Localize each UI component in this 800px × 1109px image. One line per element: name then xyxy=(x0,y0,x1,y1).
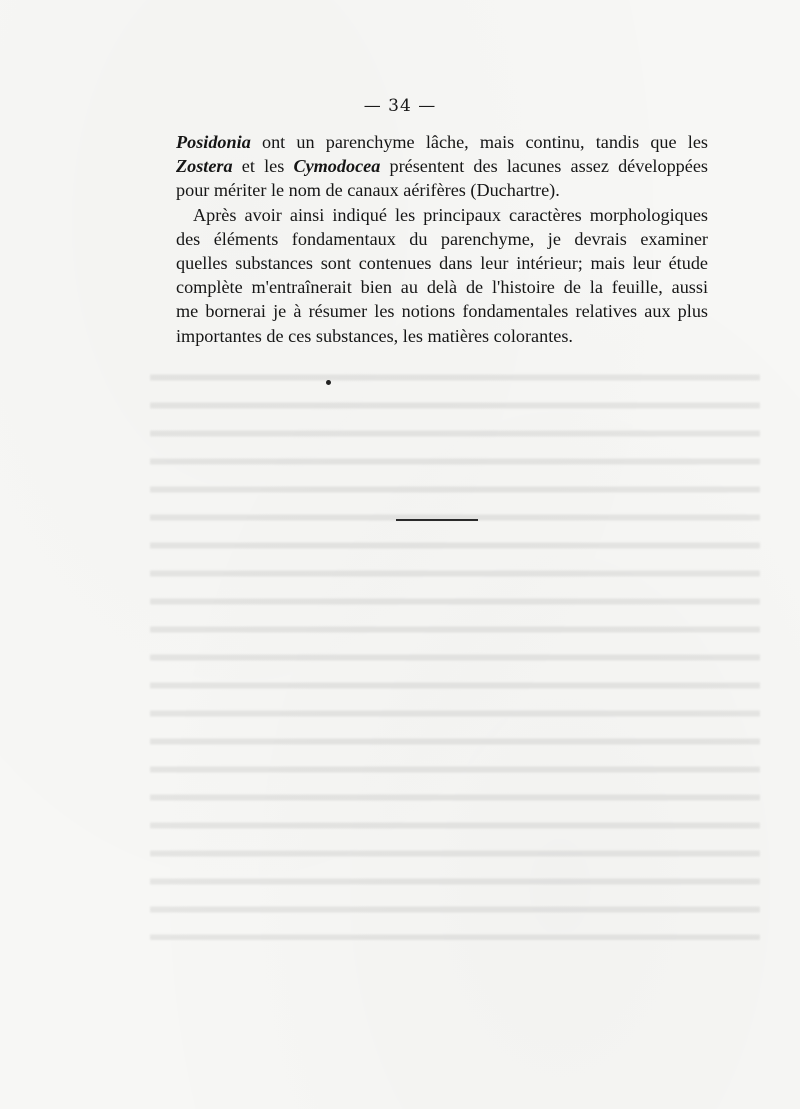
paragraph-2-line-3: quelles substances sont contenues dans leur intérieur; mais leur étude xyxy=(176,252,708,273)
genus-name: Posidonia xyxy=(176,132,251,152)
paragraph-2-line-2: des éléments fondamentaux du parenchyme, je devrais examiner xyxy=(176,228,708,249)
paragraph-2-line-4: complète m'entraînerait bien au delà de l'histoire de la feuille, aussi xyxy=(176,277,708,298)
paragraph-1-line-2 xyxy=(176,154,708,178)
paragraph-2-line-5: me bornerai je à résumer les notions fondamentales relatives aux plus xyxy=(176,301,708,322)
paragraph-2-line-6: importantes de ces substances, les matières colorantes. xyxy=(176,325,573,346)
ink-dot xyxy=(326,380,331,385)
bleed-through-texture xyxy=(150,360,760,940)
text-span: présentent des lacunes assez développées xyxy=(380,156,708,177)
paragraph-2-line-1: Après avoir ainsi indiqué les principaux caractères morphologiques xyxy=(193,204,708,225)
text-span: et les xyxy=(232,156,294,177)
page-number: — 34 — xyxy=(363,96,437,116)
genus-name: Zostera xyxy=(176,156,233,177)
paragraph-1-line-1 xyxy=(176,130,708,154)
genus-name: Cymodocea xyxy=(293,156,381,177)
text-span: ont un parenchyme lâche, mais continu, tandis que les xyxy=(250,132,708,152)
body-text xyxy=(176,130,708,348)
paragraph-1-line-3: pour mériter le nom de canaux aérifères (Duchartre). xyxy=(176,180,560,201)
section-divider-rule xyxy=(396,519,478,521)
